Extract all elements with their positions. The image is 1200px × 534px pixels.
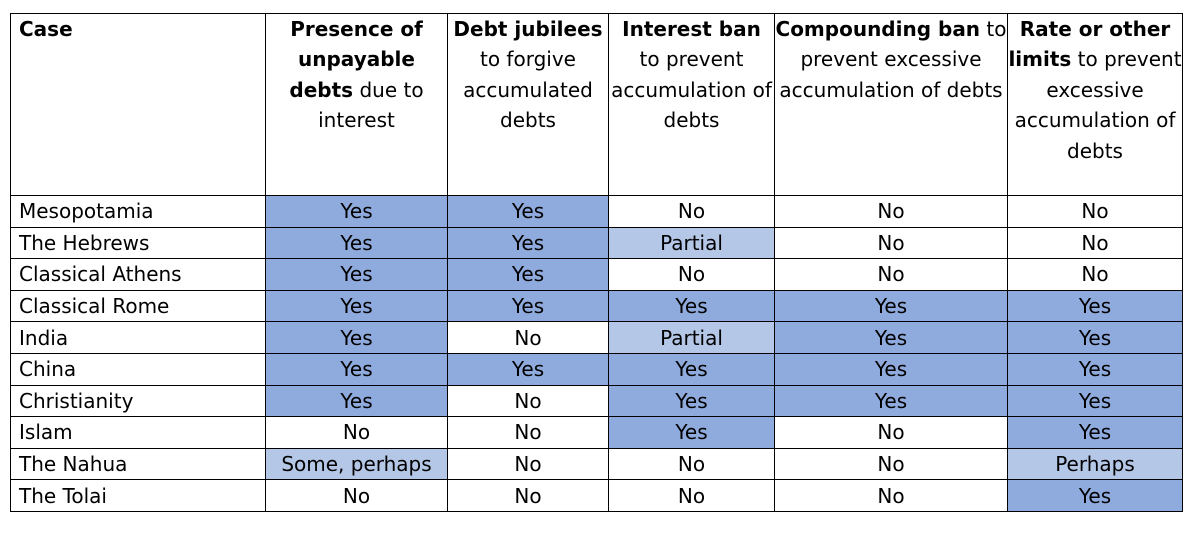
table-row [11,480,1183,512]
row-case-name: Christianity [11,385,266,417]
table-cell: Yes [448,227,609,259]
table-row [11,448,1183,480]
header-text-part: to prevent accumulation of debts [611,47,772,133]
row-case-name: Classical Athens [11,259,266,291]
header-text-part: to prevent excessive accumulation of debts [1014,47,1182,163]
table-row [11,196,1183,228]
header-text-part: due to interest [318,77,424,133]
table-cell: Yes [609,290,775,322]
table-cell: Yes [266,196,448,228]
table-cell: Yes [266,227,448,259]
table-row [11,227,1183,259]
table-cell: Yes [266,353,448,385]
table-cell: No [609,448,775,480]
table-row [11,290,1183,322]
table-cell: Yes [448,290,609,322]
table-cell: No [448,448,609,480]
header-text-part: Presence of unpayable debts [289,17,423,102]
table-cell: Yes [266,322,448,354]
header-interest-ban [609,14,775,196]
row-case-name: Classical Rome [11,290,266,322]
table-cell: Yes [448,259,609,291]
table-cell: No [775,448,1008,480]
debt-limits-table [10,13,1183,512]
table-cell: No [609,480,775,512]
table-cell: Yes [609,417,775,449]
table-cell: Yes [775,385,1008,417]
table-body [11,196,1183,512]
table-cell: No [775,259,1008,291]
table-row [11,353,1183,385]
table-cell: Yes [266,290,448,322]
header-text-part: Compounding ban [775,17,981,41]
table-cell: No [775,196,1008,228]
table-cell: No [1008,196,1183,228]
row-case-name: The Nahua [11,448,266,480]
table-cell: No [448,417,609,449]
table-cell: No [1008,259,1183,291]
header-row [11,14,1183,196]
row-case-name: The Tolai [11,480,266,512]
table-cell: Yes [609,353,775,385]
header-text-part: Rate or other limits [1008,17,1171,72]
header-text-part: to prevent excessive accumulation of debts [779,17,1007,102]
table-cell: No [775,227,1008,259]
table-cell: No [448,480,609,512]
header-text-part: to forgive accumulated debts [463,47,593,133]
header-case [11,14,266,196]
table-cell: Yes [1008,480,1183,512]
table-row [11,322,1183,354]
table-cell: Yes [448,196,609,228]
table-cell: Yes [1008,385,1183,417]
header-debt-jubilees [448,14,609,196]
row-case-name: India [11,322,266,354]
table-cell: Yes [775,290,1008,322]
table-cell: Some, perhaps [266,448,448,480]
table-cell: No [448,385,609,417]
header-rate-limits [1008,14,1183,196]
row-case-name: Mesopotamia [11,196,266,228]
table-cell: Partial [609,322,775,354]
row-case-name: China [11,353,266,385]
table-cell: Yes [775,353,1008,385]
table-cell: Yes [1008,417,1183,449]
table-row [11,385,1183,417]
table-cell: Yes [609,385,775,417]
table-cell: Partial [609,227,775,259]
header-compounding-ban [775,14,1008,196]
header-text-part: Debt jubilees [453,17,603,41]
table-cell: Yes [1008,353,1183,385]
header-text-part: Case [19,17,73,41]
table-cell: No [775,480,1008,512]
table-cell: No [609,196,775,228]
table-cell: No [266,480,448,512]
row-case-name: The Hebrews [11,227,266,259]
table-cell: Yes [448,353,609,385]
table-cell: Yes [1008,290,1183,322]
header-unpayable-debts [266,14,448,196]
table-cell: Perhaps [1008,448,1183,480]
table-cell: No [1008,227,1183,259]
table-row [11,259,1183,291]
table-cell: Yes [266,259,448,291]
row-case-name: Islam [11,417,266,449]
header-text-part: Interest ban [622,17,761,41]
table-cell: No [775,417,1008,449]
table-cell: Yes [266,385,448,417]
table-cell: No [266,417,448,449]
table-cell: Yes [775,322,1008,354]
table-cell: No [448,322,609,354]
table-row [11,417,1183,449]
table-cell: No [609,259,775,291]
table-cell: Yes [1008,322,1183,354]
